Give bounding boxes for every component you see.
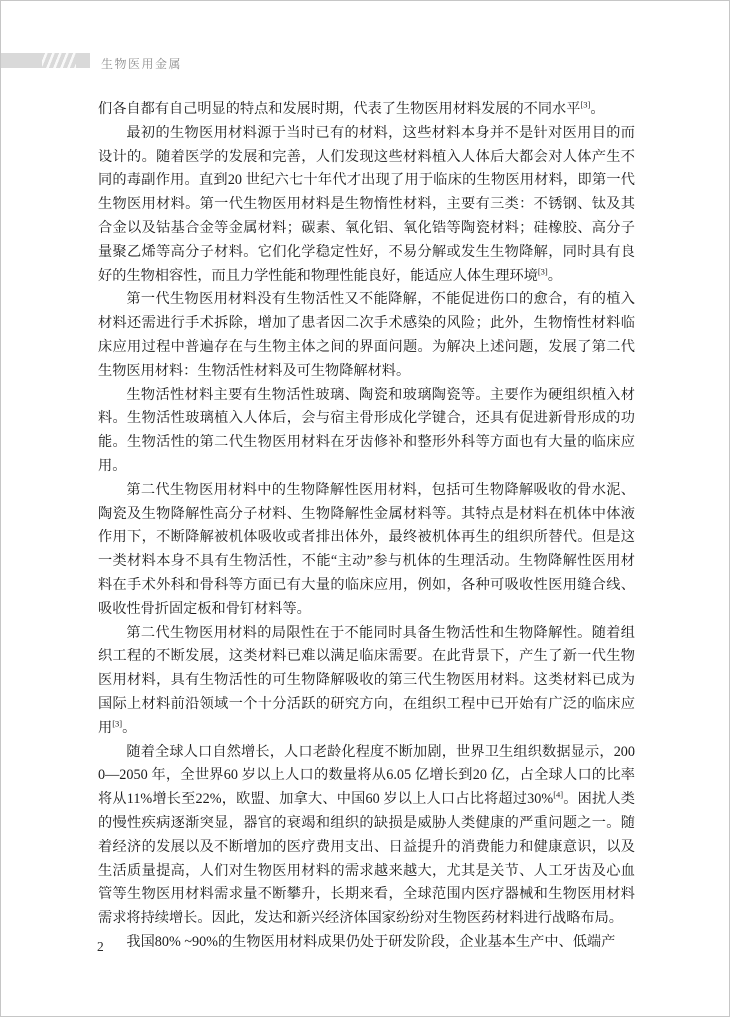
body-text [98, 98, 635, 955]
paragraph: 生物活性材料主要有生物活性玻璃、陶瓷和玻璃陶瓷等。主要作为硬组织植入材料。生物活性玻璃植入人体后，会与宿主骨形成化学键合，还具有促进新骨形成的功能。生物活性的第二代生物医用材料在牙齿修补和整形外科等方面也有大量的临床应用。 [98, 386, 635, 474]
page-number: 2 [97, 939, 104, 954]
citation-superscript: [3] [537, 265, 548, 276]
paragraph: 第一代生物医用材料没有生物活性又不能降解，不能促进伤口的愈合，有的植入材料还需进行手术拆除，增加了患者因二次手术感染的风险；此外，生物惰性材料临床应用过程中普遍存在与生物主体之间的界面问题。为解决上述问题，发展了第二代生物医用材料：生物活性材料及可生物降解材料。 [98, 291, 635, 379]
citation-superscript: [4] [553, 789, 564, 800]
paragraph: 最初的生物医用材料源于当时已有的材料，这些材料本身并不是针对医用目的而设计的。随着医学的发展和完善，人们发现这些材料植入人体后大都会对人体产生不同的毒副作用。直到20 世纪六七十年代才出现了用于临床的生物医用材料，即第一代生物医用材料。第一代生物医用材料是生物惰性材料，主要有三类：不锈钢、钛及其合金以及钴基合金等金属材料；碳素、氧化铝、氧化锆等陶瓷材料；硅橡胶、高分子量聚乙烯等高分子材料。它们化学稳定性好，不易分解或发生生物降解，同时具有良好的生物相容性，而且力学性能和物理性能良好，能适应人体生理环境[3]。 [98, 124, 635, 284]
header-bar-decoration [1, 53, 90, 68]
running-head-title: 生物医用金属 [101, 57, 183, 71]
header-diagonal-stripes-decoration [42, 53, 76, 68]
citation-superscript: [3] [580, 99, 591, 110]
paragraph: 我国80% ~90%的生物医用材料成果仍处于研发阶段，企业基本生产中、低端产 [126, 933, 616, 950]
paragraph: 们各自都有自己明显的特点和发展时期，代表了生物医用材料发展的不同水平[3]。 [98, 99, 605, 117]
paragraph: 随着全球人口自然增长，人口老龄化程度不断加剧，世界卫生组织数据显示，2000—2050 年，全世界60 岁以上人口的数量将从6.05 亿增长到20 亿，占全球人口的比率将从11%增长至22%，欧盟、加拿大、中国60 岁以上人口占比将超过30%[4]。困扰人类的慢性疾病逐渐突显，器官的衰竭和组织的缺损是威胁人类健康的严重问题之一。随着经济的发展以及不断增加的医疗费用支出、日益提升的消费能力和健康意识，以及生活质量提高，人们对生物医用材料的需求越来越大，尤其是关节、人工牙齿及心血管等生物医用材料需求量不断攀升，长期来看，全球范围内医疗器械和生物医用材料需求将持续增长。因此，发达和新兴经济体国家纷纷对生物医药材料进行战略布局。 [98, 743, 635, 927]
paragraph: 第二代生物医用材料的局限性在于不能同时具备生物活性和生物降解性。随着组织工程的不断发展，这类材料已难以满足临床需要。在此背景下，产生了新一代生物医用材料，具有生物活性的可生物降解吸收的第三代生物医用材料。这类材料已成为国际上材料前沿领域一个十分活跃的研究方向，在组织工程中已开始有广泛的临床应用[3]。 [98, 624, 635, 736]
paragraph: 第二代生物医用材料中的生物降解性医用材料，包括可生物降解吸收的骨水泥、陶瓷及生物降解性高分子材料、生物降解性金属材料等。其特点是材料在机体中体液作用下，不断降解被机体吸收或者排出体外，最终被机体再生的组织所替代。但是这一类材料本身不具有生物活性，不能“主动”参与机体的生理活动。生物降解性医用材料在手术外科和骨科等方面已有大量的临床应用，例如，各种可吸收性医用缝合线、吸收性骨折固定板和骨钉材料等。 [98, 481, 635, 617]
citation-superscript: [3] [112, 717, 123, 728]
